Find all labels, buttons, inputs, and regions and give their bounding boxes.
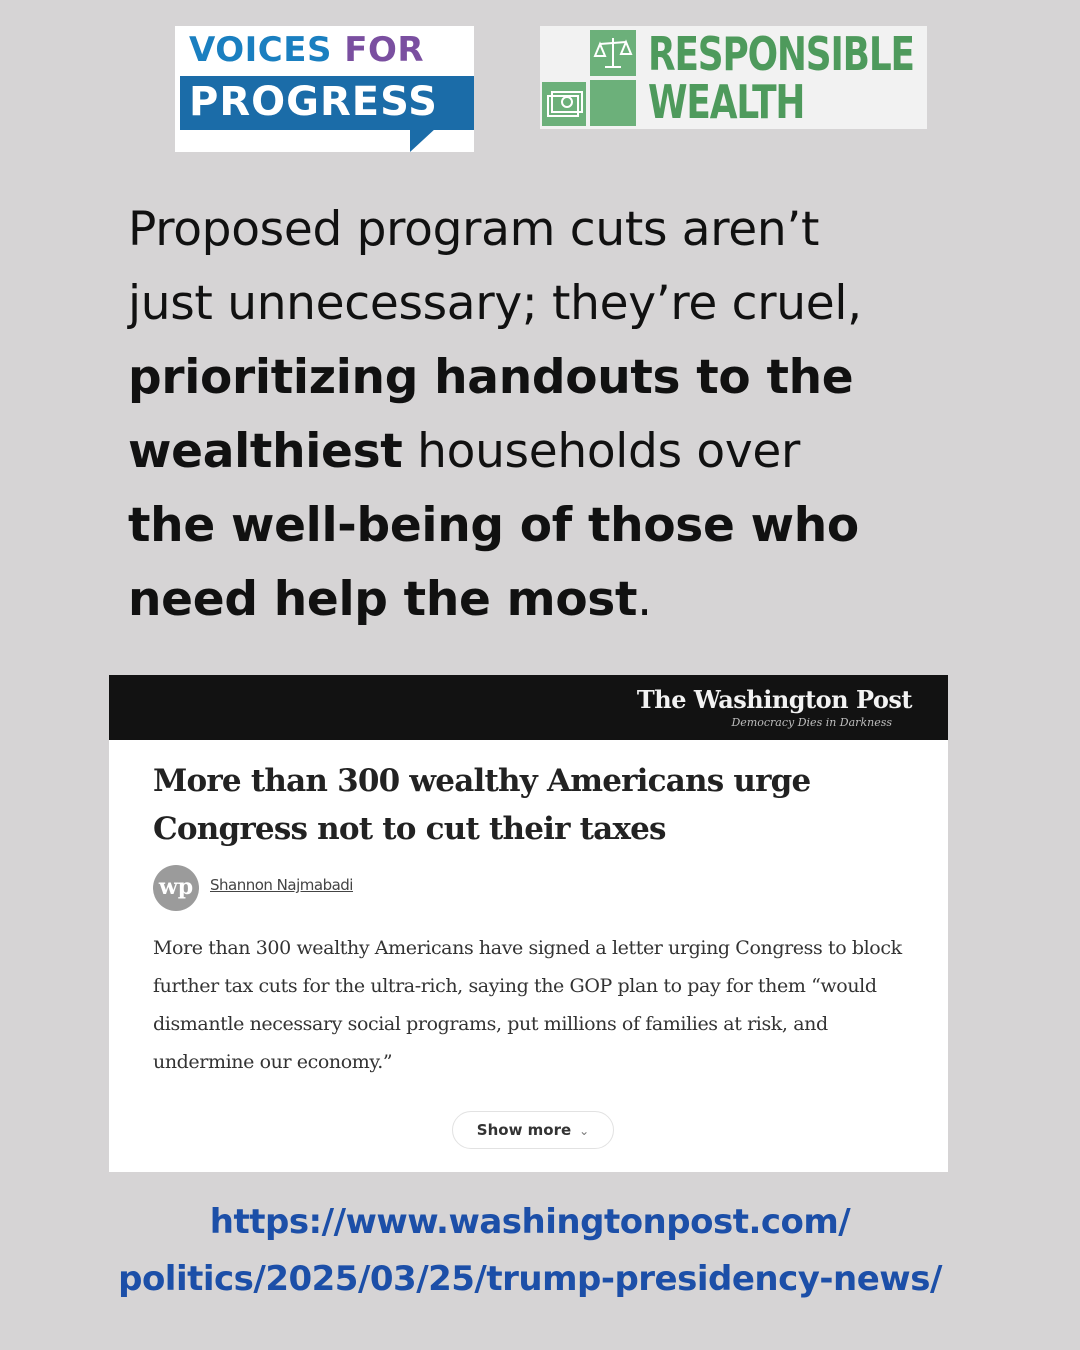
wp-avatar: wp [153,865,199,911]
voices-for-progress-logo [175,26,474,152]
rw-logo-text [648,27,914,129]
wp-tagline: Democracy Dies in Darkness [731,716,892,729]
url-line-2: politics/2025/03/25/trump-presidency-news/ [118,1259,942,1299]
headline-bold-3: the well-being of those who [128,498,859,553]
article-title: More than 300 wealthy Americans urge Congress not to cut their taxes [153,763,811,847]
rw-logo-square [590,80,636,126]
show-more-label: Show more [476,1121,572,1139]
vfp-logo-for: FOR [344,30,425,70]
headline-statement [128,193,1008,637]
vfp-logo-progress: PROGRESS [189,79,438,125]
money-icon [542,82,586,126]
vfp-logo-top-line [189,30,469,70]
headline-bold-1: prioritizing handouts to the [128,350,854,405]
vfp-logo-voices: VOICES [189,30,332,70]
vfp-speech-bubble-tail [410,128,436,152]
show-more-button[interactable] [452,1111,614,1149]
article-url[interactable] [0,1194,1060,1308]
wp-header-bar [109,675,948,740]
headline-normal-3: households over [402,424,801,479]
rw-logo-responsible: RESPONSIBLE [648,27,914,81]
chevron-down-icon: ⌄ [579,1124,590,1138]
responsible-wealth-logo [540,26,927,129]
headline-bold-2: wealthiest [128,424,403,479]
wp-masthead: The Washington Post [636,685,912,714]
headline-bold-4: need help the most [128,572,638,627]
headline-end: . [637,572,652,627]
article-screenshot [109,675,948,1172]
headline-line-2: just unnecessary; they’re cruel, [128,276,862,331]
headline-line-1: Proposed program cuts aren’t [128,202,820,257]
url-line-1: https://www.washingtonpost.com/ [209,1202,851,1242]
article-author-link[interactable]: Shannon Najmabadi [210,876,353,894]
article-body: More than 300 wealthy Americans have signed a letter urging Congress to block further tax cuts for the ultra-rich, saying the GOP plan to pay for them “would dismantle necessary social programs, put millions of families at risk, and undermine our economy.” [153,937,902,1073]
scales-icon [590,30,636,76]
rw-logo-wealth: WEALTH [648,75,805,129]
